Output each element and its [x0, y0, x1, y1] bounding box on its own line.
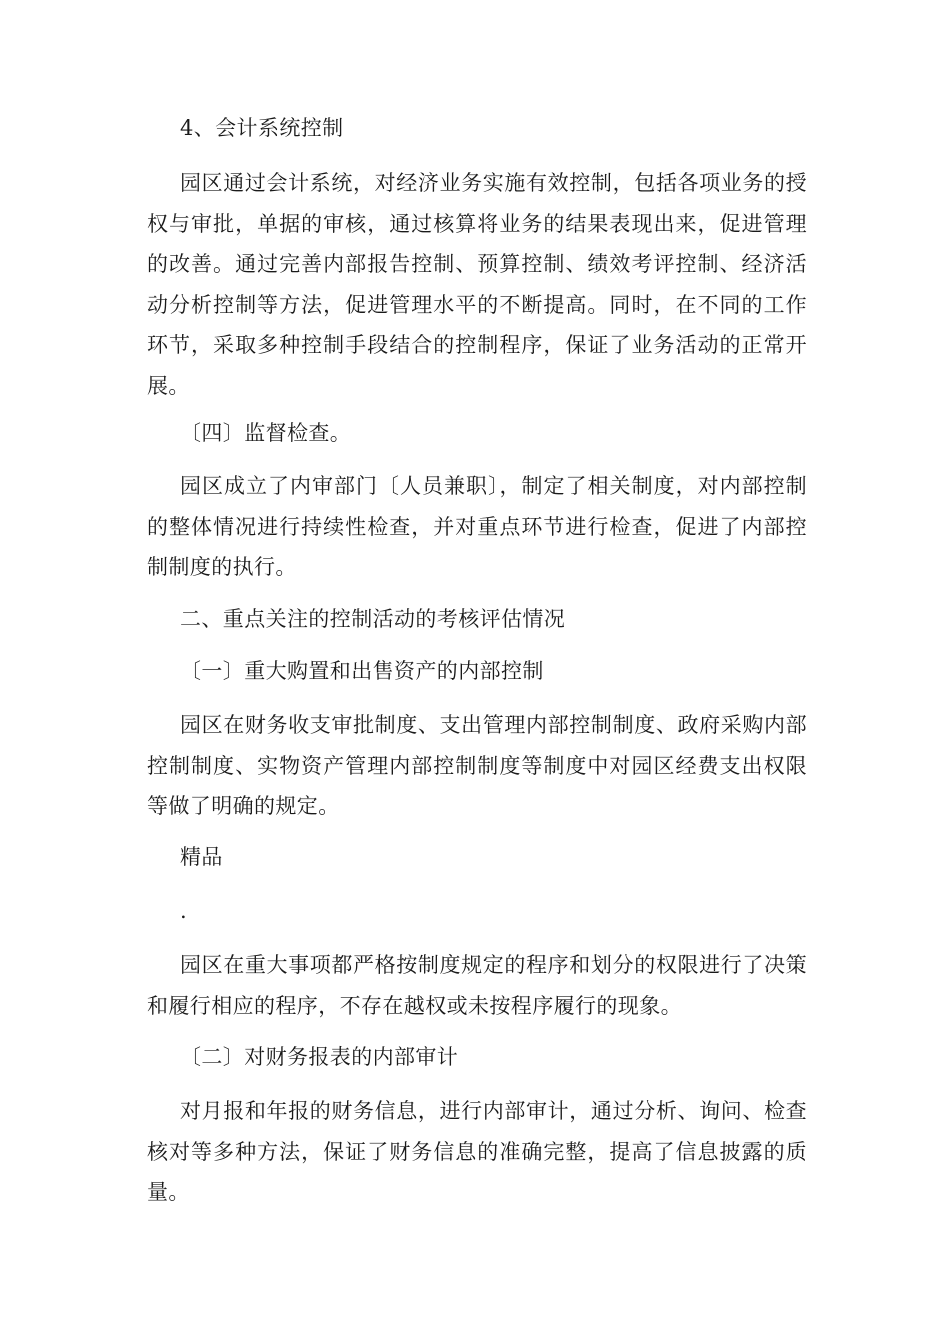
- paragraph-supervision: 园区成立了内审部门〔人员兼职〕，制定了相关制度，对内部控制的整体情况进行持续性检查，并对重点环节进行检查，促进了内部控制制度的执行。: [147, 474, 807, 579]
- paragraph-accounting-control: 园区通过会计系统，对经济业务实施有效控制，包括各项业务的授权与审批，单据的审核，通过核算将业务的结果表现出来，促进管理的改善。通过完善内部报告控制、预算控制、绩效考评控制、经济活动分析控制等方法，促进管理水平的不断提高。同时，在不同的工作环节，采取多种控制手段结合的控制程序，保证了业务活动的正常开展。: [147, 171, 807, 398]
- paragraph-asset-control: 园区在财务收支审批制度、支出管理内部控制制度、政府采购内部控制制度、实物资产管理内部控制制度等制度中对园区经费支出权限等做了明确的规定。: [147, 713, 807, 818]
- heading-supervision-inspection: 〔四〕监督检查。: [180, 421, 352, 445]
- separator-dot: .: [180, 899, 188, 923]
- heading-internal-audit: 〔二〕对财务报表的内部审计: [180, 1045, 459, 1069]
- heading-accounting-system-control: 4、会计系统控制: [180, 116, 344, 140]
- paragraph-major-matters: 园区在重大事项都严格按制度规定的程序和划分的权限进行了决策和履行相应的程序，不存在越权或未按程序履行的现象。: [147, 953, 807, 1018]
- heading-section-two: 二、重点关注的控制活动的考核评估情况: [180, 607, 566, 631]
- heading-asset-control: 〔一〕重大购置和出售资产的内部控制: [180, 659, 544, 683]
- paragraph-internal-audit: 对月报和年报的财务信息，进行内部审计，通过分析、询问、检查核对等多种方法，保证了财务信息的准确完整，提高了信息披露的质量。: [147, 1099, 807, 1204]
- watermark-label: 精品: [180, 845, 223, 869]
